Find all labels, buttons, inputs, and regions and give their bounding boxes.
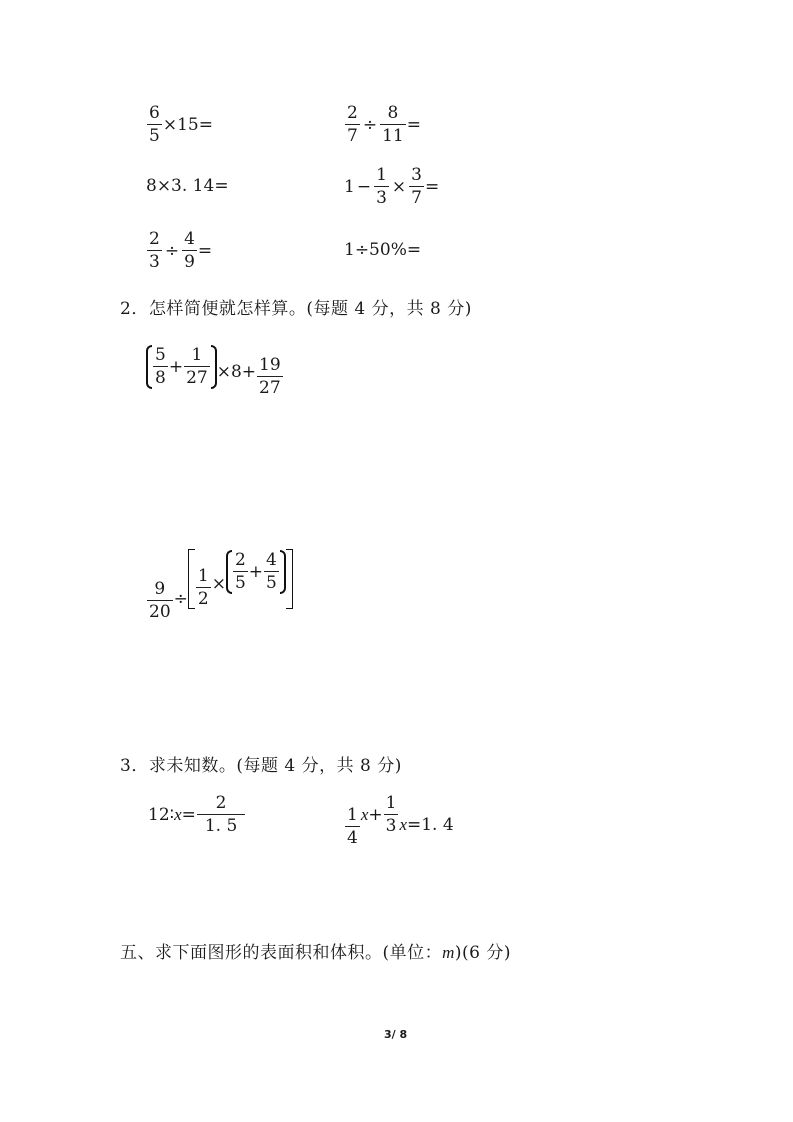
operator: ÷ (173, 588, 188, 609)
section-3-heading: 3．求未知数。(每题 4 分，共 8 分) (120, 756, 402, 776)
fraction (264, 551, 279, 592)
fraction (233, 551, 248, 592)
variable-x: x (174, 804, 182, 824)
simplify-expression-2 (146, 536, 293, 621)
expression-tail: = (197, 240, 213, 261)
expression-tail: ×15= (162, 114, 213, 135)
denominator: 9 (184, 252, 195, 272)
denominator: 27 (186, 368, 208, 388)
right-bracket (286, 549, 293, 609)
expression-tail: = (424, 176, 440, 197)
left-paren (226, 550, 232, 594)
calc-row-1-right (344, 104, 421, 145)
numerator: 2 (347, 103, 358, 123)
denominator: 7 (411, 188, 422, 208)
variable-x: x (360, 804, 369, 824)
section-5-heading-points: )(6 分) (454, 943, 512, 963)
fraction (345, 104, 360, 145)
fraction (374, 166, 389, 207)
denominator: 2 (197, 589, 209, 609)
expression-lead: 1 (344, 176, 355, 197)
denominator: 5 (149, 126, 160, 146)
calc-row-2-right (344, 166, 439, 207)
expression: 8×3. 14= (146, 176, 229, 196)
fraction (147, 104, 162, 145)
numerator: 1 (191, 345, 203, 365)
fraction (184, 346, 210, 387)
denominator: 8 (155, 368, 166, 388)
expression-tail: = (406, 114, 421, 135)
fraction (345, 806, 360, 847)
operator: = (181, 804, 196, 825)
operator: − (356, 176, 372, 197)
expression-middle: ×8+ (216, 361, 257, 382)
numerator: 1 (347, 805, 358, 825)
denominator: 11 (382, 126, 404, 146)
page-number: 3/ 8 (384, 1028, 408, 1041)
denominator: 20 (149, 602, 171, 622)
operator: + (368, 804, 383, 825)
denominator: 4 (347, 828, 358, 848)
numerator: 2 (234, 550, 246, 570)
operator: × (391, 176, 407, 197)
denominator: 5 (234, 573, 246, 593)
equation-1 (148, 794, 246, 835)
equation-2 (344, 782, 454, 847)
operator: + (168, 356, 184, 377)
expression: 1÷50%= (344, 240, 422, 260)
denominator: 5 (266, 573, 277, 593)
fraction (196, 567, 211, 608)
calc-row-1-left (146, 104, 213, 145)
numerator: 19 (259, 355, 281, 375)
numerator: 4 (184, 229, 195, 249)
fraction (153, 346, 168, 387)
fraction (380, 104, 406, 145)
fraction (197, 794, 245, 835)
calc-row-3-left (146, 230, 212, 271)
fraction (384, 794, 399, 835)
numerator: 2 (215, 793, 227, 813)
denominator: 3 (385, 816, 397, 836)
section-5-heading (120, 938, 511, 963)
fraction (147, 230, 162, 271)
numerator: 6 (149, 103, 160, 123)
numerator: 8 (387, 103, 399, 123)
section-2-heading: 2．怎样简便就怎样算。(每题 4 分，共 8 分) (120, 299, 472, 319)
numerator: 4 (266, 550, 277, 570)
operator: ÷ (362, 114, 378, 135)
calc-row-2-left (146, 176, 229, 196)
numerator: 2 (149, 229, 160, 249)
operator: + (248, 561, 264, 582)
numerator: 1 (385, 793, 397, 813)
numerator: 9 (154, 579, 166, 599)
fraction (182, 230, 197, 271)
left-bracket (188, 549, 195, 609)
denominator: 1. 5 (197, 814, 245, 835)
operator: × (211, 573, 226, 594)
numerator: 3 (411, 165, 422, 185)
fraction (147, 580, 173, 621)
calc-row-3-right (344, 240, 421, 260)
fraction (257, 356, 283, 397)
denominator: 3 (149, 252, 160, 272)
denominator: 3 (376, 188, 387, 208)
numerator: 5 (155, 345, 166, 365)
denominator: 27 (259, 378, 281, 398)
left-paren (146, 345, 152, 389)
denominator: 7 (347, 126, 358, 146)
numerator: 1 (376, 165, 387, 185)
simplify-expression-1 (146, 336, 284, 397)
numerator: 1 (197, 566, 209, 586)
variable-x: x (399, 814, 407, 834)
operator: ÷ (164, 240, 180, 261)
section-5-heading-text: 五、求下面图形的表面积和体积。(单位： (120, 943, 443, 963)
equation-lead: 12∶ (148, 804, 175, 825)
equation-tail: =1. 4 (407, 814, 454, 835)
unit-symbol: m (442, 943, 455, 962)
fraction (409, 166, 424, 207)
